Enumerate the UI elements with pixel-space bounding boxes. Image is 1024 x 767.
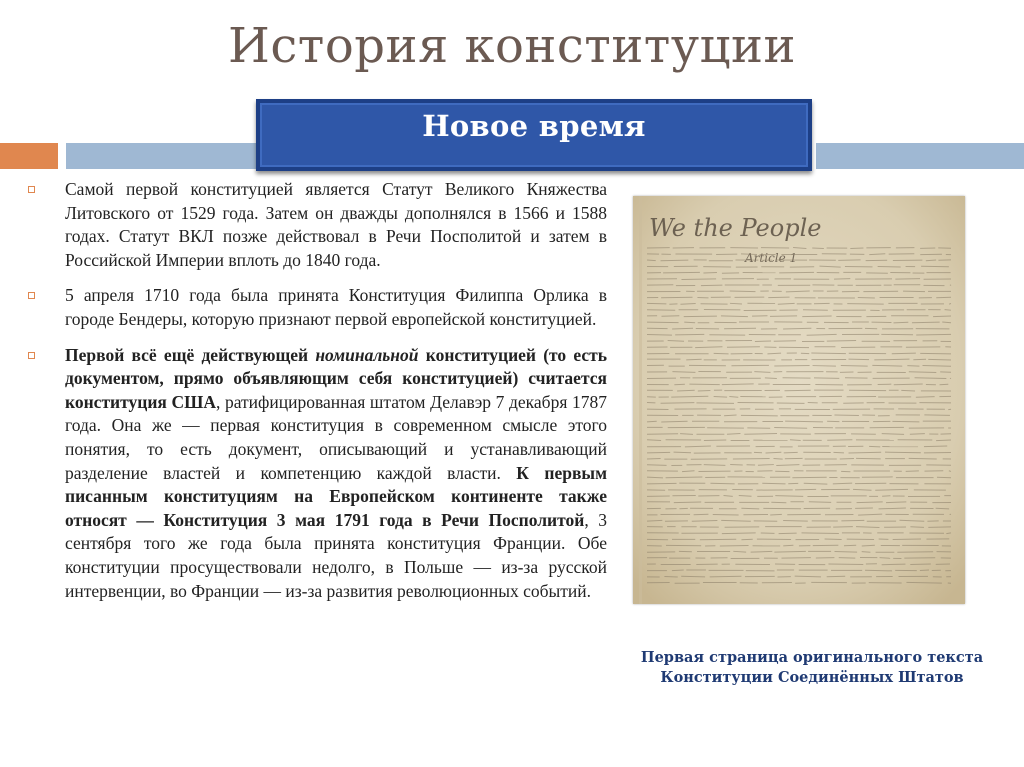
handwriting-stroke <box>765 378 777 379</box>
handwriting-stroke <box>945 310 951 311</box>
handwriting-stroke <box>779 533 797 534</box>
handwriting-stroke <box>741 539 752 540</box>
handwriting-stroke <box>783 521 808 522</box>
subtitle-badge <box>256 99 812 171</box>
item-text-bold: К первым писанным конституциям на Европейском континенте также относят — Конституция 3 мая 1791 года в Речи Посполитой <box>65 462 607 530</box>
handwriting-stroke <box>894 384 923 385</box>
handwriting-stroke <box>880 558 891 559</box>
handwriting-stroke <box>910 527 924 528</box>
handwriting-stroke <box>755 341 771 342</box>
handwriting-stroke <box>892 421 919 422</box>
handwriting-stroke <box>814 378 839 379</box>
handwriting-stroke <box>893 539 921 540</box>
item-text: 5 апреля 1710 года была принята Конституция Филиппа Орлика в городе Бендеры, которую признают первой европейской конституцией. <box>65 285 607 329</box>
caption-line-2: Конституции Соединённых Штатов <box>660 669 964 686</box>
handwriting-stroke <box>681 576 705 577</box>
slide-title: История конституции <box>228 18 796 74</box>
handwriting-stroke <box>809 502 831 503</box>
handwriting-stroke <box>686 359 701 360</box>
handwriting-stroke <box>684 322 695 323</box>
subtitle-text: Новое время <box>422 109 646 143</box>
handwriting-stroke <box>920 353 951 354</box>
handwriting-stroke <box>950 285 951 286</box>
handwriting-stroke <box>909 458 937 459</box>
handwriting-stroke <box>936 440 951 441</box>
handwriting-stroke <box>768 297 789 298</box>
handwriting-stroke <box>733 458 770 459</box>
handwriting-stroke <box>882 496 890 497</box>
handwriting-stroke <box>834 415 858 416</box>
handwriting-stroke <box>912 322 940 323</box>
parchment-illustration <box>633 196 965 604</box>
handwriting-stroke <box>684 316 717 317</box>
item-text: , ратифицированная штатом Делавэр 7 декабря 1787 года. Она же — первая конституция в современном смысле этого понятия, то есть документ, описывающий и устанавливающий разделение властей и компетенцию каждой власти. <box>65 391 607 483</box>
handwriting-stroke <box>847 304 883 305</box>
handwriting-stroke <box>727 347 760 348</box>
handwriting-stroke <box>916 334 951 335</box>
handwriting-stroke <box>901 390 915 391</box>
handwriting-stroke <box>704 465 726 466</box>
handwriting-stroke <box>827 341 856 342</box>
handwriting-stroke <box>910 564 931 565</box>
handwriting-stroke <box>720 545 749 546</box>
handwriting-stroke <box>839 558 856 559</box>
handwriting-stroke <box>936 508 950 509</box>
handwriting-stroke <box>811 353 846 354</box>
accent-bar-orange <box>0 143 58 169</box>
handwriting-stroke <box>813 366 836 367</box>
handwriting-stroke <box>825 539 842 540</box>
handwriting-stroke <box>882 564 906 565</box>
handwriting-stroke <box>783 545 793 546</box>
handwriting-stroke <box>741 254 757 255</box>
handwriting-stroke <box>827 440 852 441</box>
handwriting-stroke <box>862 552 871 553</box>
handwriting-stroke <box>647 477 663 478</box>
handwriting-stroke <box>949 471 951 472</box>
handwriting-stroke <box>897 552 933 553</box>
handwriting-stroke <box>857 502 883 503</box>
handwriting-stroke <box>865 570 892 571</box>
handwriting-stroke <box>802 316 831 317</box>
item-text-bold-italic: номинальной <box>315 344 419 365</box>
handwriting-stroke <box>848 359 869 360</box>
handwriting-stroke <box>906 471 919 472</box>
square-bullet-icon <box>28 186 35 193</box>
handwriting-stroke <box>850 248 863 249</box>
handwriting-stroke <box>729 397 738 398</box>
item-text-bold: конституцией (то есть документом, прямо объявляющим себя конституцией) считается конституция США <box>65 344 607 412</box>
handwriting-stroke <box>680 434 693 435</box>
handwriting-stroke <box>858 297 875 298</box>
handwriting-stroke <box>674 452 691 453</box>
handwriting-stroke <box>910 434 925 435</box>
square-bullet-icon <box>28 292 35 299</box>
handwriting-stroke <box>770 514 782 515</box>
item-text: , 3 сентября того же года была принята конституция Франции. Обе конституции просуществовали недолго, в Польше — из-за русской интервенции, во Франции — из-за развития революционных событий. <box>65 509 608 601</box>
handwriting-stroke <box>722 384 754 385</box>
handwriting-stroke <box>762 483 785 484</box>
handwriting-stroke <box>672 570 684 571</box>
accent-bar-blue-left <box>66 143 256 169</box>
handwriting-stroke <box>812 248 824 249</box>
handwriting-stroke <box>785 390 811 391</box>
handwriting-stroke <box>647 260 656 261</box>
handwriting-stroke <box>696 403 734 404</box>
handwriting-stroke <box>885 452 921 453</box>
square-bullet-icon <box>28 352 35 359</box>
handwriting-stroke <box>802 533 839 534</box>
handwriting-stroke <box>647 421 657 422</box>
handwriting-stroke <box>784 452 798 453</box>
handwriting-stroke <box>834 552 857 553</box>
handwriting-stroke <box>681 279 716 280</box>
handwriting-stroke <box>714 396 727 397</box>
handwriting-stroke <box>940 384 949 385</box>
handwriting-stroke <box>710 576 742 577</box>
handwriting-stroke <box>928 359 951 360</box>
handwriting-stroke <box>647 334 672 335</box>
handwriting-stroke <box>773 458 782 459</box>
handwriting-stroke <box>674 502 701 503</box>
figure-caption <box>632 648 992 688</box>
handwriting-stroke <box>803 310 828 311</box>
content-list <box>28 178 607 615</box>
handwriting-stroke <box>936 297 951 298</box>
constitution-page-image <box>633 196 965 604</box>
accent-bar-blue-right <box>816 143 1024 169</box>
list-item <box>28 178 607 272</box>
handwriting-stroke <box>841 520 864 521</box>
handwriting-stroke <box>741 508 759 509</box>
handwriting-stroke <box>827 576 846 577</box>
handwriting-stroke <box>710 483 734 484</box>
handwriting-stroke <box>841 366 868 367</box>
list-item <box>28 344 607 604</box>
handwriting-stroke <box>921 266 949 267</box>
article-heading: Article 1 <box>745 251 798 265</box>
handwriting-stroke <box>893 322 908 323</box>
item-text-bold: Первой всё ещё действующей <box>65 344 316 365</box>
handwriting-stroke <box>647 465 667 466</box>
handwriting-stroke <box>730 291 756 292</box>
handwriting-stroke <box>724 328 756 329</box>
handwriting-stroke <box>700 539 736 540</box>
handwriting-stroke <box>949 304 951 305</box>
handwriting-stroke <box>680 304 695 305</box>
handwriting-stroke <box>775 496 803 497</box>
handwriting-stroke <box>758 465 774 466</box>
handwriting-stroke <box>903 291 925 292</box>
we-the-people-heading: We the People <box>649 214 822 242</box>
handwriting-stroke <box>916 397 935 398</box>
handwriting-stroke <box>792 477 826 478</box>
handwriting-stroke <box>892 353 916 354</box>
handwriting-stroke <box>872 365 902 366</box>
handwriting-stroke <box>741 415 778 416</box>
caption-line-1: Первая страница оригинального текста <box>640 649 984 666</box>
handwriting-stroke <box>689 384 719 385</box>
list-item <box>28 284 607 331</box>
handwriting-stroke <box>924 446 947 447</box>
handwriting-stroke <box>647 310 675 311</box>
handwriting-stroke <box>774 365 809 366</box>
handwriting-stroke <box>713 514 739 515</box>
handwriting-stroke <box>661 260 689 261</box>
handwriting-stroke <box>754 372 770 373</box>
item-text: Самой первой конституцией является Статут Великого Княжества Литовского от 1529 года. Затем он дважды дополнялся в 1566 и 1588 годах. Статут ВКЛ позже действовал в Речи Посполитой и затем в Российской Империи вплоть до 1840 года. <box>65 179 607 270</box>
